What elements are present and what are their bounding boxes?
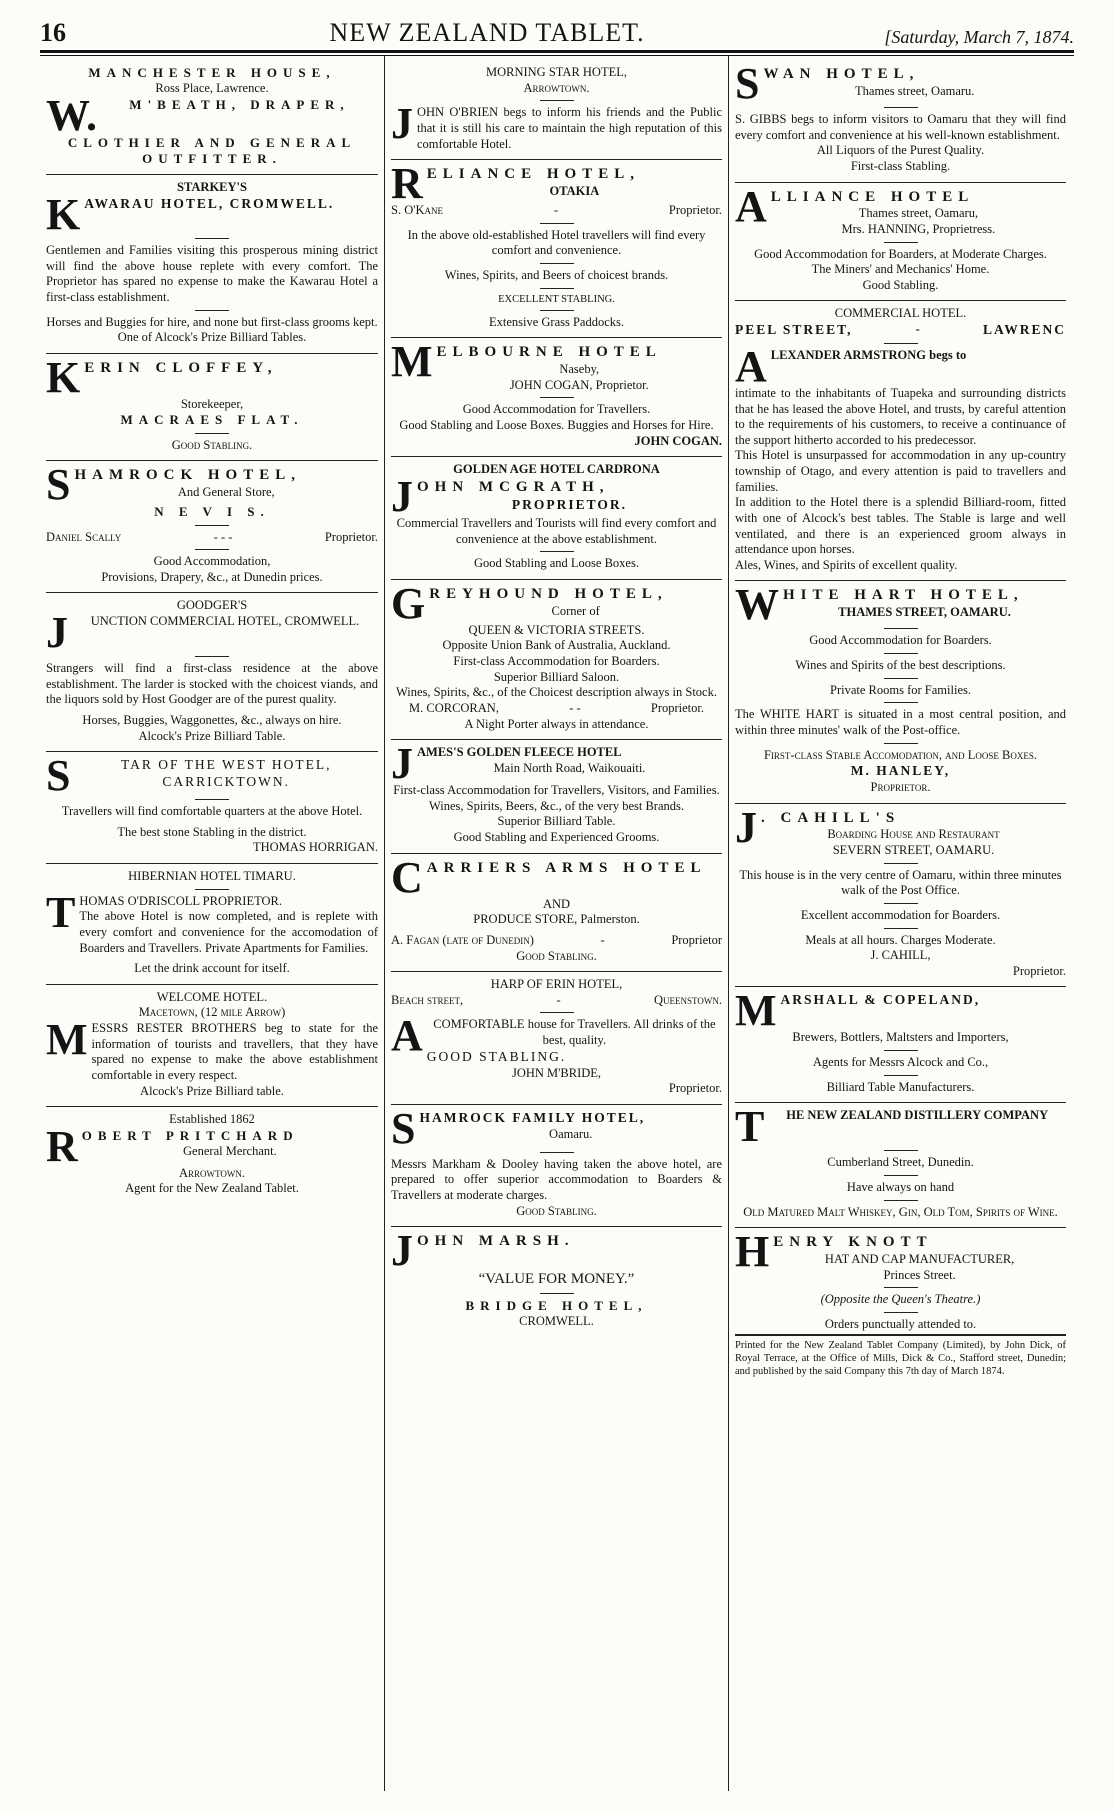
ad-line: Alcock's Prize Billiard table.: [140, 1083, 284, 1098]
divider: [540, 288, 574, 289]
ad-white-hart-hotel: [735, 581, 1066, 803]
proprietor-name: A. Fagan (late of Dunedin): [391, 932, 534, 947]
drop-cap: G: [391, 578, 426, 628]
ad-line: All Liquors of the Purest Quality.: [816, 143, 985, 158]
divider: [884, 928, 918, 929]
divider: [540, 397, 574, 398]
ad-body: ESSRS RESTER BROTHERS beg to state for the information of tourists and travellers, that they have spared no expense to make the above establishment comfortable in every respect.: [91, 1021, 378, 1082]
drop-cap: S: [46, 460, 71, 510]
ad-place: OTAKIA: [549, 183, 600, 198]
divider: [540, 1293, 574, 1294]
drop-cap: W.: [46, 90, 97, 140]
ad-address: Ross Place, Lawrence.: [155, 81, 269, 96]
ad-title: HIBERNIAN HOTEL TIMARU.: [128, 869, 296, 883]
ad-proprietor: JOHN COGAN, Proprietor.: [509, 377, 649, 392]
ad-established: Established 1862: [169, 1112, 255, 1127]
ad-goodger-hotel: [46, 593, 378, 752]
ad-line: Opposite Union Bank of Australia, Auckland.: [442, 638, 671, 653]
ad-shamrock-family-hotel: [391, 1105, 722, 1228]
ad-lead: HOMAS O'DRISCOLL PROPRIETOR.: [79, 893, 282, 908]
ad-line: AND: [542, 896, 571, 911]
divider: [884, 1312, 918, 1313]
drop-cap: H: [735, 1227, 770, 1277]
separator: -: [556, 992, 561, 1007]
ad-henry-knott: [735, 1228, 1066, 1385]
ad-body: OHN O'BRIEN begs to inform his friends and the Public that it is still his care to maintain the high reputation of this comfortable Hotel.: [417, 105, 722, 151]
divider: [884, 1150, 918, 1151]
ad-line: Provisions, Drapery, &c., at Dunedin prices.: [101, 569, 323, 584]
ad-line: MACRAES FLAT.: [120, 412, 304, 428]
ad-role: Proprietor.: [870, 780, 931, 794]
divider: [540, 1012, 574, 1013]
ad-title: HAMROCK HOTEL,: [74, 467, 301, 484]
divider: [884, 653, 918, 654]
separator: - -: [569, 700, 581, 715]
ad-street: PEEL STREET,: [735, 322, 853, 337]
ad-pretitle: STARKEY'S: [177, 180, 247, 195]
address-line: [735, 322, 1066, 339]
drop-cap: A: [391, 1011, 423, 1061]
ad-title: AWARAU HOTEL, CROMWELL.: [84, 196, 335, 211]
divider: [540, 1152, 574, 1153]
ad-body: The above Hotel is now completed, and is replete with every comfort and convenience for the accomodation of Boarders and Travellers. Private Apartments for Families.: [79, 909, 378, 955]
ad-marshall-copeland: [735, 987, 1066, 1103]
divider: [884, 242, 918, 243]
divider: [195, 889, 229, 890]
ad-signature: THOMAS HORRIGAN.: [252, 840, 378, 855]
drop-cap: W: [735, 580, 779, 630]
drop-cap: K: [46, 352, 81, 402]
ad-line: Good Stabling.: [516, 948, 597, 963]
ad-harp-of-erin-hotel: [391, 972, 722, 1105]
ad-line: Agent for the New Zealand Tablet.: [125, 1181, 299, 1196]
ad-subtitle: Arrowtown.: [523, 80, 590, 95]
ad-title: ELBOURNE HOTEL: [436, 344, 662, 361]
divider: [540, 551, 574, 552]
ad-kerin-cloffey: [46, 354, 378, 462]
ad-greyhound-hotel: [391, 580, 722, 740]
ad-title: UNCTION COMMERCIAL HOTEL, CROMWELL.: [90, 614, 360, 628]
ad-body: Commercial Travellers and Tourists will find every comfort and convenience at the above establishment.: [396, 515, 717, 546]
ad-signature: M. HANLEY,: [850, 763, 951, 779]
drop-cap: J: [46, 608, 68, 657]
divider: [540, 100, 574, 101]
ad-line: Good Stabling and Experienced Grooms.: [453, 830, 660, 844]
ad-line: BRIDGE HOTEL,: [465, 1298, 648, 1313]
ad-role: Proprietor.: [668, 1081, 722, 1096]
ad-title: HE NEW ZEALAND DISTILLERY COMPANY: [786, 1108, 1049, 1123]
ad-proprietor: OHN MCGRATH,: [417, 478, 610, 495]
ad-carriers-arms-hotel: [391, 854, 722, 973]
ad-line: CROMWELL.: [519, 1314, 594, 1329]
ad-line: Wines, Spirits, Beers, &c., of the very best Brands.: [428, 798, 684, 813]
columns: [40, 56, 1074, 1791]
proprietor-role: Proprietor.: [324, 529, 378, 544]
ad-title: HARP OF ERIN HOTEL,: [490, 977, 623, 992]
ad-title: TAR OF THE WEST HOTEL, CARRICKTOWN.: [120, 757, 332, 789]
ad-line: One of Alcock's Prize Billiard Tables.: [117, 330, 307, 345]
separator: -: [600, 932, 605, 947]
ad-title: WAN HOTEL,: [763, 66, 920, 82]
ad-title: WELCOME HOTEL.: [156, 989, 268, 1004]
ad-nz-distillery: [735, 1103, 1066, 1228]
ad-title: AMES'S GOLDEN FLEECE HOTEL: [417, 745, 622, 760]
ad-body: Ales, Wines, and Spirits of excellent quality.: [735, 557, 958, 572]
ad-line: Good Accommodation for Boarders, at Moderate Charges.: [754, 246, 1047, 261]
ad-line: Arrowtown.: [179, 1165, 245, 1180]
ad-golden-fleece-hotel: [391, 740, 722, 854]
ad-title: . CAHILL'S: [761, 809, 901, 826]
ad-place: Thames street, Oamaru,: [858, 206, 979, 221]
drop-cap: R: [46, 1121, 78, 1171]
drop-cap: T: [735, 1102, 765, 1152]
drop-cap: J: [391, 99, 413, 149]
drop-cap: C: [391, 852, 423, 902]
ad-line: Good Stabling.: [862, 277, 939, 292]
ad-body: Gentlemen and Families visiting this prosperous mining district will find the above house replete with every comfort. The Proprietor has spared no expense to make the Kawarau Hotel a first-class establishment.: [46, 243, 378, 304]
ad-title: ENRY KNOTT: [773, 1234, 933, 1251]
ad-line: Alcock's Prize Billiard Table.: [138, 728, 286, 743]
divider: [195, 433, 229, 434]
ad-line: (Opposite the Queen's Theatre.): [820, 1292, 981, 1307]
ad-line: A Night Porter always in attendance.: [464, 716, 649, 731]
ad-line: Have always on hand: [846, 1179, 955, 1194]
ad-line: Superior Billiard Table.: [497, 814, 616, 829]
ad-line: Storekeeper,: [180, 396, 244, 411]
proprietor-role: Proprietor.: [650, 700, 704, 715]
ad-title: REYHOUND HOTEL,: [429, 585, 668, 602]
proprietor-role: Proprietor.: [668, 203, 722, 218]
ad-line: M'BEATH, DRAPER,: [129, 96, 350, 112]
ad-line: Good Stabling and Loose Boxes. Buggies and Horses for Hire.: [399, 418, 714, 432]
divider: [884, 1050, 918, 1051]
ad-line: Horses and Buggies for hire, and none but first-class grooms kept.: [46, 314, 378, 329]
ad-line: Good Stabling.: [171, 437, 253, 452]
ad-body: Strangers will find a first-class residence at the above establishment. The larder is stocked with the choicest viands, and the liquors sold by Host Goodger are of the purest quality.: [46, 661, 378, 707]
ad-line: Orders punctually attended to.: [824, 1316, 977, 1331]
ad-line: Billiard Table Manufacturers.: [826, 1079, 975, 1094]
ad-robert-pritchard: [46, 1107, 378, 1204]
ad-line: Horses, Buggies, Waggonettes, &c., always on hire.: [82, 712, 342, 727]
ad-title: ELIANCE HOTEL,: [426, 166, 640, 183]
ad-cahills-boarding-house: [735, 804, 1066, 988]
ad-line: Extensive Grass Paddocks.: [488, 314, 625, 329]
ad-title: OBERT PRITCHARD: [81, 1127, 299, 1143]
separator: - - -: [213, 529, 233, 544]
proprietor-name: M. CORCORAN,: [409, 700, 499, 715]
ad-line: Wines, Spirits, &c., of the Choicest description always in Stock.: [396, 685, 717, 700]
divider: [195, 525, 229, 526]
divider: [195, 799, 229, 800]
divider: [884, 1287, 918, 1288]
ad-title: MANCHESTER HOUSE,: [88, 65, 336, 80]
ad-body: This house is in the very centre of Oamaru, within three minutes walk of the Post Office.: [739, 867, 1062, 898]
divider: [195, 656, 229, 657]
ad-line: Wines, Spirits, and Beers of choicest brands.: [444, 268, 669, 282]
ad-line: Boarding House and Restaurant: [827, 827, 1000, 842]
divider: [540, 223, 574, 224]
divider: [884, 1175, 918, 1176]
ad-line: QUEEN & VICTORIA STREETS.: [468, 622, 645, 637]
divider: [884, 1075, 918, 1076]
ad-street: THAMES STREET, OAMARU.: [838, 605, 1011, 620]
page-number: 16: [40, 18, 66, 47]
ad-line: Old Matured Malt Whiskey, Gin, Old Tom, Spirits of Wine.: [743, 1204, 1058, 1219]
separator: -: [553, 203, 559, 218]
ad-hibernian-hotel: [46, 864, 378, 985]
ad-pretitle: GOODGER'S: [176, 598, 248, 613]
ad-line: First-class Accommodation for Travellers, Visitors, and Families.: [393, 783, 720, 798]
proprietor-name: S. O'Kane: [391, 203, 444, 218]
ad-melbourne-hotel: [391, 338, 722, 457]
ad-body: S. GIBBS begs to inform visitors to Oamaru that they will find every comfort and convenience at his well-known establishment.: [735, 112, 1066, 142]
ad-line: GOOD STABLING.: [426, 1048, 567, 1064]
drop-cap: M: [391, 337, 433, 387]
ad-line: Agents for Messrs Alcock and Co.,: [812, 1055, 989, 1069]
ad-golden-age-hotel: [391, 457, 722, 580]
ad-title: GOLDEN AGE HOTEL CARDRONA: [453, 462, 660, 477]
ad-manchester-house: [46, 60, 378, 175]
ad-town: LAWRENC: [982, 322, 1066, 337]
ad-star-of-the-west: [46, 752, 378, 864]
ad-line: Good Accommodation,: [153, 554, 271, 569]
ad-morning-star-hotel: [391, 60, 722, 160]
masthead: [40, 14, 1074, 48]
divider: [884, 678, 918, 679]
ad-line: Excellent accommodation for Boarders.: [800, 907, 1001, 922]
divider: [195, 310, 229, 311]
ad-title: LLIANCE HOTEL: [770, 188, 975, 205]
ad-slogan: “VALUE FOR MONEY.”: [478, 1271, 635, 1288]
drop-cap: T: [46, 887, 76, 937]
divider: [884, 628, 918, 629]
ad-title: ARRIERS ARMS HOTEL: [426, 859, 707, 876]
ad-street: SEVERN STREET, OAMARU.: [832, 843, 995, 857]
ad-role: PROPRIETOR.: [511, 496, 628, 512]
ad-line: PRODUCE STORE, Palmerston.: [473, 912, 640, 927]
ad-line: Main North Road, Waikouaiti.: [493, 760, 646, 775]
divider: [884, 343, 918, 344]
ad-title: HITE HART HOTEL,: [783, 587, 1024, 604]
divider: [884, 743, 918, 744]
ad-line: Brewers, Bottlers, Maltsters and Importers,: [792, 1030, 1009, 1045]
ad-line: First-class Stabling.: [850, 158, 951, 173]
drop-cap: A: [735, 341, 767, 391]
drop-cap: J: [391, 739, 413, 789]
separator: -: [915, 322, 920, 336]
ad-title: ARSHALL & COPELAND,: [780, 992, 981, 1008]
ad-line: Travellers will find comfortable quarters at the above Hotel.: [61, 804, 363, 819]
ad-welcome-hotel: [46, 985, 378, 1107]
ad-line: Cumberland Street, Dunedin.: [827, 1155, 974, 1170]
address-line: [391, 993, 722, 1009]
divider: [884, 107, 918, 108]
ad-line: Private Rooms for Families.: [830, 682, 971, 697]
ad-line: The best stone Stabling in the district.: [117, 824, 307, 839]
printer-imprint: Printed for the New Zealand Tablet Company (Limited), by John Dick, of Royal Terrace, at the Office of Mills, Dick & Co., Stafford street, Dunedin; and published by the said Company this 7th day of March 1874.: [735, 1334, 1066, 1378]
ad-line: Meals at all hours. Charges Moderate.: [805, 932, 996, 947]
proprietor-line: [46, 530, 378, 546]
ad-body: This Hotel is unsurpassed for accommodation in any up-country township of Otago, and every attention is paid to travellers and families.: [735, 448, 1066, 494]
ad-town: Queenstown.: [654, 992, 722, 1007]
ad-line: N E V I S.: [154, 504, 270, 520]
drop-cap: S: [735, 59, 760, 108]
drop-cap: J: [391, 471, 413, 521]
issue-date: [Saturday, March 7, 1874.: [884, 27, 1074, 47]
column-1: [40, 56, 384, 1791]
ad-body: In the above old-established Hotel travellers will find every comfort and convenience.: [407, 227, 706, 258]
divider: [884, 903, 918, 904]
ad-line: Wines and Spirits of the best descriptions.: [795, 658, 1006, 672]
drop-cap: A: [735, 181, 767, 231]
ad-place: Naseby,: [559, 362, 600, 377]
newspaper-title: NEW ZEALAND TABLET.: [329, 18, 645, 47]
ad-title: ERIN CLOFFEY,: [84, 359, 278, 376]
ad-line: OUTFITTER.: [142, 151, 282, 167]
ad-street: Beach street,: [391, 992, 464, 1007]
ad-body: The WHITE HART is situated in a most central position, and within three minutes' walk of the Post-office.: [735, 707, 1066, 737]
ad-body: COMFORTABLE house for Travellers. All drinks of the best, quality.: [433, 1017, 716, 1047]
drop-cap: S: [391, 1103, 416, 1153]
ad-place: Oamaru.: [549, 1126, 593, 1141]
column-2: [384, 56, 728, 1791]
divider: [195, 238, 229, 239]
ad-line: CLOTHIER AND GENERAL: [67, 134, 357, 150]
ad-line: Good Stabling.: [516, 1203, 597, 1218]
drop-cap: M: [46, 1015, 88, 1064]
ad-shamrock-hotel: [46, 461, 378, 593]
ad-line: The Miners' and Mechanics' Home.: [811, 262, 990, 277]
column-3: [728, 56, 1072, 1791]
ad-line: Corner of: [551, 603, 600, 618]
ad-title: HAMROCK FAMILY HOTEL,: [419, 1109, 646, 1125]
ad-body: In addition to the Hotel there is a splendid Billiard-room, fitted with one of Alcock's best tables. The Stable is large and well ventilated, and there is an experienced groom always in attendance upon horses.: [735, 495, 1066, 557]
divider: [884, 702, 918, 703]
drop-cap-block: [46, 90, 378, 140]
ad-proprietor: Mrs. HANNING, Proprietress.: [841, 221, 996, 236]
ad-line: And General Store,: [177, 485, 275, 499]
ad-place: Thames street, Oamaru.: [855, 83, 975, 98]
ad-line: Good Accommodation for Boarders.: [809, 633, 992, 648]
divider: [540, 263, 574, 264]
divider: [884, 1200, 918, 1201]
divider: [195, 549, 229, 550]
ad-kawarau-hotel: [46, 175, 378, 353]
ad-line: HAT AND CAP MANUFACTURER,: [824, 1251, 1015, 1266]
ad-signature: J. CAHILL,: [870, 948, 931, 963]
proprietor-line: [391, 203, 722, 219]
drop-cap: J: [391, 1226, 413, 1276]
proprietor-line: [391, 701, 722, 717]
ad-signature: JOHN M'BRIDE,: [511, 1065, 602, 1080]
ad-line: Good Accommodation for Travellers.: [462, 402, 651, 417]
ad-role: Proprietor.: [1012, 963, 1066, 978]
ad-line: EXCELLENT STABLING.: [498, 293, 615, 305]
ad-reliance-hotel: [391, 160, 722, 338]
drop-cap: J: [735, 802, 757, 852]
ad-lead: LEXANDER ARMSTRONG begs to: [770, 347, 967, 362]
divider: [540, 310, 574, 311]
drop-cap: M: [735, 986, 777, 1036]
drop-cap: K: [46, 190, 81, 239]
ad-commercial-hotel: [735, 301, 1066, 581]
drop-cap: S: [46, 751, 71, 801]
proprietor-line: [391, 933, 722, 949]
ad-subtitle: Macetown, (12 mile Arrow): [138, 1005, 286, 1020]
ad-line: Princes Street.: [883, 1267, 956, 1282]
ad-line: First-class Accommodation for Boarders.: [453, 654, 660, 668]
ad-swan-hotel: [735, 60, 1066, 183]
ad-body: intimate to the inhabitants of Tuapeka and surrounding districts that he has leased the above Hotel, and trusts, by careful attention to the requirements of his customers, to receive a continuance of the support hitherto accorded to his predecessor.: [735, 385, 1066, 447]
ad-john-marsh: [391, 1227, 722, 1337]
proprietor-role: Proprietor: [671, 932, 722, 947]
ad-line: Let the drink account for itself.: [134, 961, 290, 976]
divider: [884, 863, 918, 864]
proprietor-name: Daniel Scally: [46, 529, 122, 544]
ad-title: MORNING STAR HOTEL,: [485, 65, 627, 79]
ad-title: COMMERCIAL HOTEL.: [834, 306, 967, 321]
ad-line: First-class Stable Accomodation, and Loose Boxes.: [763, 747, 1038, 762]
ad-line: General Merchant.: [183, 1144, 277, 1158]
ad-title: OHN MARSH.: [417, 1233, 575, 1250]
ad-line: Good Stabling and Loose Boxes.: [474, 556, 639, 571]
ad-line: Superior Billiard Saloon.: [493, 669, 620, 684]
ad-signature: JOHN COGAN.: [634, 433, 722, 448]
ad-alliance-hotel: [735, 183, 1066, 302]
ad-body: Messrs Markham & Dooley having taken the above hotel, are prepared to offer superior accommodation to Boarders & Travellers at moderate charges.: [391, 1156, 722, 1202]
drop-cap: R: [391, 159, 423, 209]
